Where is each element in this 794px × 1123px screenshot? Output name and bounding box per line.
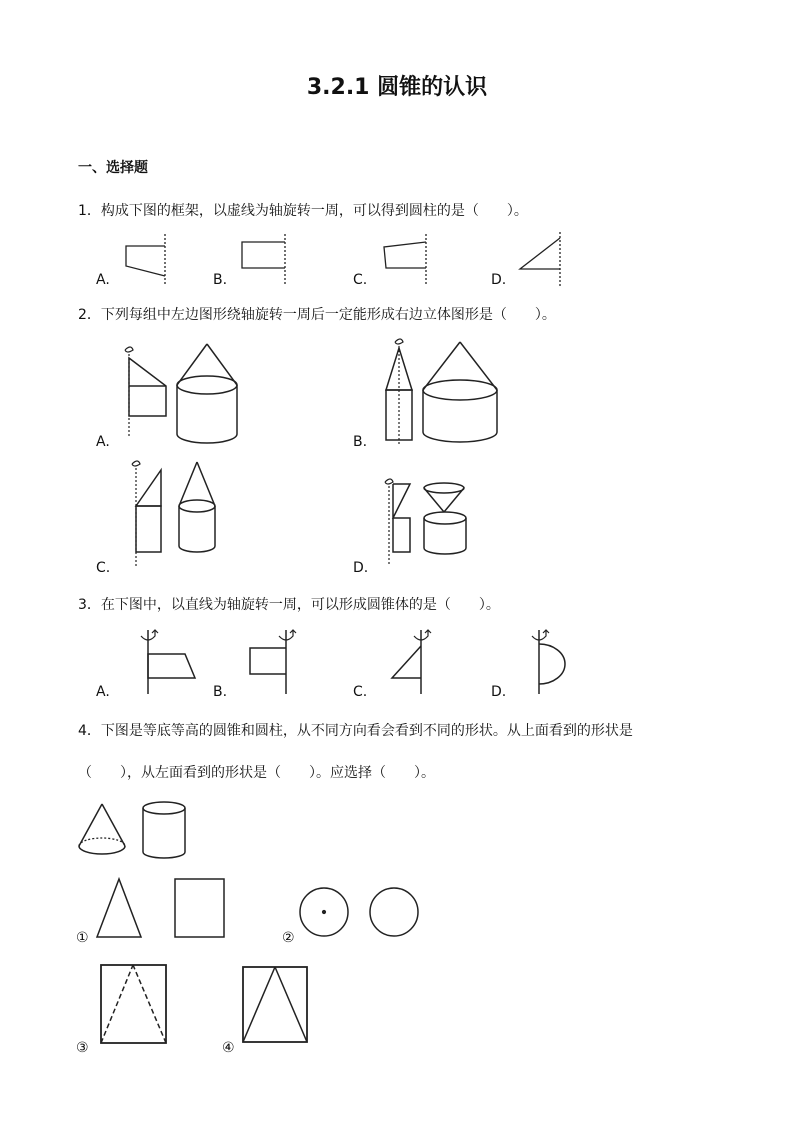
q1-figure-c [376, 230, 436, 290]
q2-figure-a [120, 340, 250, 450]
choice-3-marker[interactable]: ③ [76, 1040, 89, 1056]
q2-figure-d [382, 474, 482, 564]
question-3-text: 3．在下图中，以直线为轴旋转一周，可以形成圆锥体的是（ ）。 [78, 597, 500, 613]
choice-3-figure [98, 962, 170, 1046]
q1-figure-a [120, 230, 180, 290]
q2-figure-c [124, 456, 224, 566]
choice-4-marker[interactable]: ④ [222, 1040, 235, 1056]
q2-option-c[interactable]: C. [96, 560, 111, 576]
q3-option-d[interactable]: D. [491, 684, 507, 700]
choice-2-figure [296, 884, 426, 940]
q1-option-b[interactable]: B. [213, 272, 228, 288]
q1-option-d[interactable]: D. [491, 272, 507, 288]
q3-figure-d [520, 626, 590, 696]
q1-figure-d [515, 230, 575, 290]
q3-figure-c [380, 626, 450, 696]
q3-option-c[interactable]: C. [353, 684, 368, 700]
q3-figure-a [135, 626, 205, 696]
question-4-text: 4．下图是等底等高的圆锥和圆柱，从不同方向看会看到不同的形状。从上面看到的形状是 [78, 723, 633, 739]
q2-option-d[interactable]: D. [353, 560, 369, 576]
choice-1-figure [92, 876, 232, 940]
q3-option-b[interactable]: B. [213, 684, 228, 700]
cone-and-cylinder-figure [76, 798, 196, 864]
section-heading: 一、选择题 [78, 160, 148, 176]
question-1-text: 1．构成下图的框架，以虚线为轴旋转一周，可以得到圆柱的是（ ）。 [78, 203, 528, 219]
choice-1-marker[interactable]: ① [76, 930, 89, 946]
q1-figure-b [235, 230, 295, 290]
page-title: 3.2.1 圆锥的认识 [306, 75, 488, 100]
q2-figure-b [378, 334, 508, 450]
choice-2-marker[interactable]: ② [282, 930, 295, 946]
q1-option-a[interactable]: A. [96, 272, 110, 288]
choice-4-figure [240, 964, 312, 1046]
q1-option-c[interactable]: C. [353, 272, 368, 288]
q3-figure-b [240, 626, 310, 696]
q2-option-a[interactable]: A. [96, 434, 110, 450]
question-2-text: 2．下列每组中左边图形绕轴旋转一周后一定能形成右边立体图形是（ ）。 [78, 307, 556, 323]
q2-option-b[interactable]: B. [353, 434, 368, 450]
q3-option-a[interactable]: A. [96, 684, 110, 700]
question-4-text-continued: （ ），从左面看到的形状是（ ）。应选择（ ）。 [78, 765, 435, 781]
